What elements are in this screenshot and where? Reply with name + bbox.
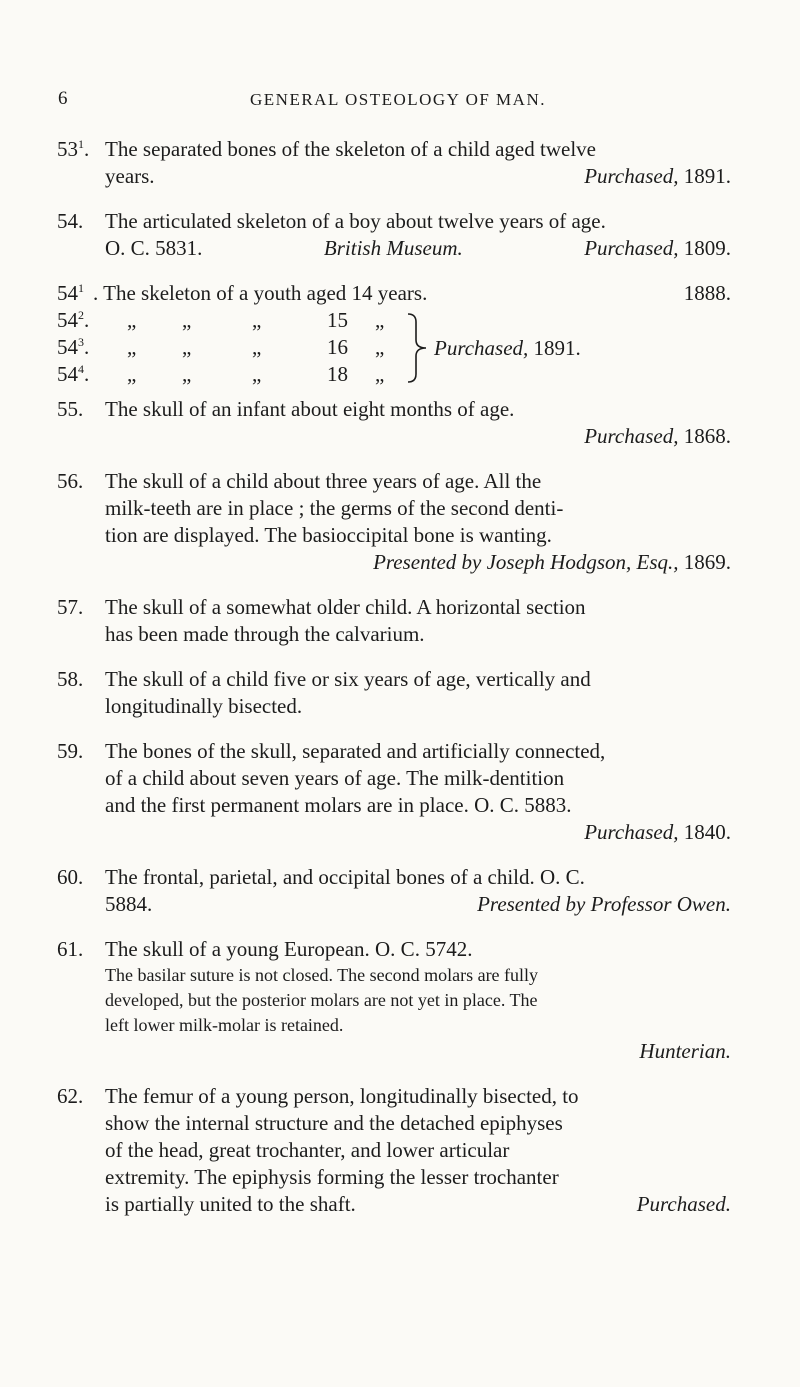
entry-54-series — [57, 280, 731, 386]
acquisition: Presented by Joseph Hodgson, Esq., 1869. — [373, 550, 731, 574]
entry-61 — [57, 936, 731, 1065]
entry-number: 60. — [57, 865, 84, 889]
entry-number: 56. — [57, 469, 84, 493]
entry-number: 61. — [57, 937, 84, 961]
ditto-mark: „ — [375, 362, 385, 386]
ditto-mark: „ — [182, 362, 192, 386]
entry-text: The articulated skeleton of a boy about twelve years of age. — [105, 209, 606, 233]
entry-number: $54^4$. — [57, 362, 90, 386]
entry-text: The skull of a somewhat older child. A horizontal section — [105, 595, 586, 619]
page-header — [58, 88, 738, 114]
ditto-mark: „ — [127, 335, 137, 359]
age-value: 16 — [327, 335, 348, 359]
ditto-mark: „ — [375, 308, 385, 332]
entry-text: The skull of a child five or six years of age, vertically and — [105, 667, 591, 691]
entry-text: The skull of a child about three years of age. All the — [105, 469, 542, 493]
entry-text: is partially united to the shaft. — [105, 1192, 356, 1216]
age-value: 15 — [327, 308, 348, 332]
entry-number: $53^1$. — [57, 137, 90, 161]
ditto-mark: „ — [375, 335, 385, 359]
entry-text: The femur of a young person, longitudinally bisected, to — [105, 1084, 579, 1108]
entry-text: The skull of a young European. O. C. 5742. — [105, 937, 473, 961]
acquisition-year: 1888. — [683, 281, 731, 305]
entry-number: $54^3$. — [57, 335, 90, 359]
entry-text: The frontal, parietal, and occipital bones of a child. O. C. — [105, 865, 585, 889]
ditto-mark: „ — [252, 335, 262, 359]
entry-number: 54. — [57, 209, 84, 233]
source: British Museum. — [323, 236, 463, 260]
acquisition: Purchased, 1840. — [584, 820, 731, 844]
ditto-mark: „ — [182, 335, 192, 359]
entry-60 — [57, 864, 731, 918]
series-row — [57, 280, 731, 306]
ditto-mark: „ — [127, 308, 137, 332]
entry-59 — [57, 738, 731, 846]
entry-text: The skull of an infant about eight months of age. — [105, 397, 515, 421]
series-row — [57, 361, 731, 387]
catalogue-body — [57, 136, 731, 1236]
acquisition: Purchased, 1891. — [584, 164, 731, 188]
entry-text: . The skeleton of a youth aged 14 years. — [93, 281, 428, 305]
entry-58 — [57, 666, 731, 720]
running-title: GENERAL OSTEOLOGY OF MAN. — [250, 90, 546, 109]
source: Hunterian. — [639, 1039, 731, 1063]
entry-text: The bones of the skull, separated and artificially connected, — [105, 739, 606, 763]
ditto-mark: „ — [127, 362, 137, 386]
acquisition: Purchased, 1868. — [584, 424, 731, 448]
catalogue-reference: 5884. — [105, 892, 153, 916]
entry-54 — [57, 208, 731, 262]
entry-text: tion are displayed. The basioccipital bone is wanting. — [105, 523, 552, 547]
entry-text: and the first permanent molars are in place. O. C. 5883. — [105, 793, 572, 817]
entry-number: $54^1$ — [57, 281, 84, 305]
entry-text: milk-teeth are in place ; the germs of the second denti- — [105, 496, 564, 520]
entry-55 — [57, 396, 731, 450]
entry-text: The separated bones of the skeleton of a child aged twelve — [105, 137, 596, 161]
acquisition: Presented by Professor Owen. — [477, 892, 731, 916]
entry-text: show the internal structure and the detached epiphyses — [105, 1111, 563, 1135]
acquisition: Purchased, 1891. — [434, 336, 581, 360]
series-row — [57, 307, 731, 333]
page-number: 6 — [58, 88, 68, 109]
ditto-mark: „ — [182, 308, 192, 332]
entry-text: of the head, great trochanter, and lower articular — [105, 1138, 510, 1162]
entry-text: extremity. The epiphysis forming the lesser trochanter — [105, 1165, 559, 1189]
entry-number: 55. — [57, 397, 84, 421]
entry-number: 58. — [57, 667, 84, 691]
entry-text: of a child about seven years of age. The milk-dentition — [105, 766, 565, 790]
entry-number: 59. — [57, 739, 84, 763]
entry-56 — [57, 468, 731, 576]
entry-text: has been made through the calvarium. — [105, 622, 425, 646]
age-value: 18 — [327, 362, 348, 386]
acquisition: Purchased. — [636, 1192, 731, 1216]
entry-number: $54^2$. — [57, 308, 90, 332]
entry-62 — [57, 1083, 731, 1218]
entry-number: 62. — [57, 1084, 84, 1108]
entry-53-1 — [57, 136, 731, 190]
entry-text: years. — [105, 164, 155, 188]
ditto-mark: „ — [252, 362, 262, 386]
entry-note: The basilar suture is not closed. The second molars are fully — [105, 965, 539, 985]
acquisition: Purchased, 1809. — [584, 236, 731, 260]
entry-text: longitudinally bisected. — [105, 694, 303, 718]
series-row — [57, 334, 731, 360]
brace-icon — [404, 312, 430, 384]
entry-57 — [57, 594, 731, 648]
entry-number: 57. — [57, 595, 84, 619]
ditto-mark: „ — [252, 308, 262, 332]
entry-note: developed, but the posterior molars are not yet in place. The — [105, 990, 538, 1010]
entry-note: left lower milk-molar is retained. — [105, 1015, 344, 1035]
catalogue-reference: O. C. 5831. — [105, 236, 203, 260]
